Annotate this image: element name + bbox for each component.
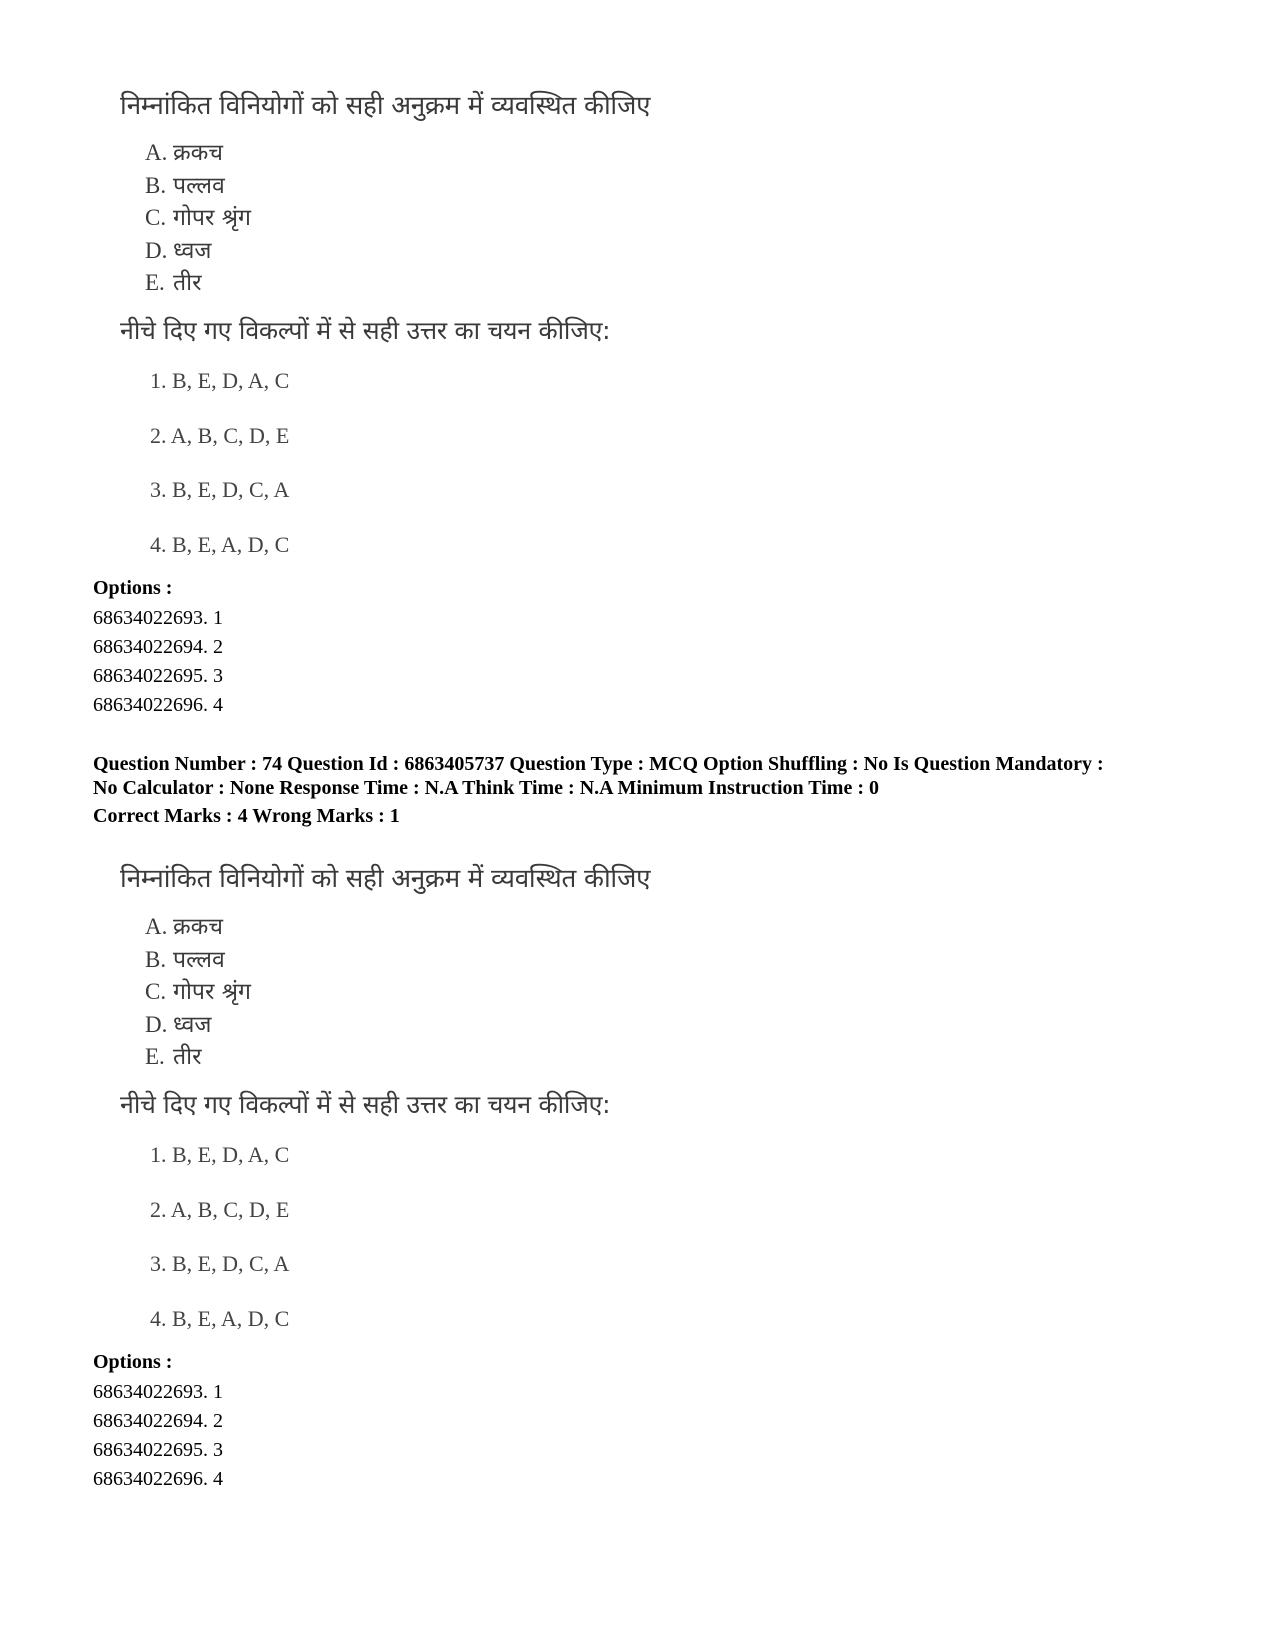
list-item: C. गोपर श्रृंग [145,205,251,231]
list-item: D. ध्वज [145,1011,212,1038]
answer-choice: 3. B, E, D, C, A [150,477,290,502]
question-2-items [145,911,251,1074]
answer-choice: 3. B, E, D, C, A [150,1251,290,1276]
question-1-prompt: नीचे दिए गए विकल्पों में से सही उत्तर का चयन कीजिए: [120,316,611,345]
question-1-answers [150,368,289,586]
answer-choice: 1. B, E, D, A, C [150,1142,290,1167]
option-item: 68634022694. 2 [93,1410,223,1432]
option-item: 68634022696. 4 [93,694,223,716]
list-item: C. गोपर श्रृंग [145,979,251,1005]
question-2-title: निम्नांकित विनियोगों को सही अनुक्रम में व्यवस्थित कीजिए [120,864,651,894]
option-item: 68634022693. 1 [93,1381,223,1403]
question-2-answers [150,1142,289,1360]
list-item: A. क्रकच [145,140,223,166]
option-item: 68634022696. 4 [93,1468,223,1490]
question-1-options [93,604,223,720]
answer-choice: 1. B, E, D, A, C [150,368,290,393]
answer-choice: 2. A, B, C, D, E [150,1196,290,1222]
option-item: 68634022695. 3 [93,665,223,687]
list-item: D. ध्वज [145,237,212,264]
question-2-options [93,1378,223,1494]
question-2-prompt: नीचे दिए गए विकल्पों में से सही उत्तर का चयन कीजिए: [120,1090,611,1119]
option-item: 68634022695. 3 [93,1439,223,1461]
list-item: E. तीर [145,1044,202,1070]
list-item: B. पल्लव [145,946,225,973]
list-item: B. पल्लव [145,172,225,199]
question-2-meta [93,752,1203,800]
answer-choice: 4. B, E, A, D, C [150,1305,290,1331]
question-meta-line: Question Number : 74 Question Id : 6863405737 Question Type : MCQ Option Shuffling : No Is Question Mandatory : [93,753,1104,775]
answer-choice: 4. B, E, A, D, C [150,531,290,557]
option-item: 68634022694. 2 [93,636,223,658]
question-meta-line: No Calculator : None Response Time : N.A Think Time : N.A Minimum Instruction Time : 0 [93,777,879,799]
option-item: 68634022693. 1 [93,607,223,629]
options-label: Options : [93,1351,173,1373]
question-2-marks: Correct Marks : 4 Wrong Marks : 1 [93,805,400,827]
question-1-items [145,137,251,300]
answer-choice: 2. A, B, C, D, E [150,422,290,448]
options-label: Options : [93,577,173,599]
question-1-title: निम्नांकित विनियोगों को सही अनुक्रम में व्यवस्थित कीजिए [120,91,651,121]
list-item: E. तीर [145,270,202,296]
list-item: A. क्रकच [145,914,223,940]
